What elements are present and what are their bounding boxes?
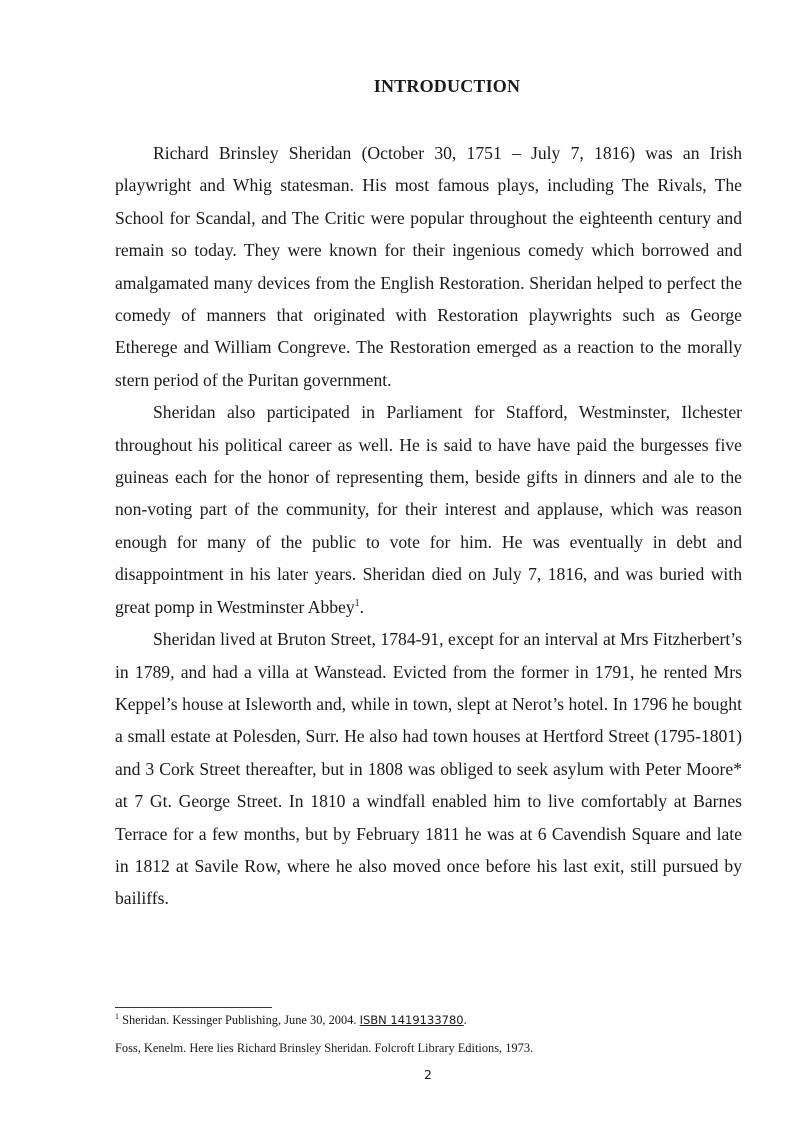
paragraph-3: Sheridan lived at Bruton Street, 1784-91, except for an interval at Mrs Fitzherbert’s in 1789, and had a villa at Wanstead. Evicted from the former in 1791, he rented Mrs Keppel’s house at Isleworth and, while in town, slept at Nerot’s hotel. In 1796 he bought a small estate at Polesden, Surr. He also had town houses at Hertford Street (1795-1801) and 3 Cork Street thereafter, but in 1808 was obliged to seek asylum with Peter Moore* at 7 Gt. George Street. In 1810 a windfall enabled him to live comfortably at Barnes Terrace for a few months, but by February 1811 he was at 6 Cavendish Square and late in 1812 at Savile Row, where he also moved once before his last exit, still pursued by bailiffs. bbox=[115, 629, 742, 909]
isbn-link[interactable]: ISBN 1419133780 bbox=[359, 1013, 464, 1027]
footnote-2: Foss, Kenelm. Here lies Richard Brinsley Sheridan. Folcroft Library Editions, 1973. bbox=[115, 1041, 534, 1055]
footnote-1 bbox=[115, 1012, 742, 1028]
footnote-reference[interactable]: 1 bbox=[354, 597, 360, 609]
footnote-1-text: Sheridan. Kessinger Publishing, June 30, 2004. bbox=[119, 1013, 360, 1027]
paragraph-2-text: Sheridan also participated in Parliament for Stafford, Westminster, Ilchester throughout his political career as well. He is said to have have paid the burgesses five guineas each for the honor of representing them, beside gifts in dinners and ale to the non-voting part of the community, for their interest and applause, which was reason enough for many of the public to vote for him. He was eventually in debt and disappointment in his later years. Sheridan died on July 7, 1816, and was buried with great pomp in Westminster Abbey bbox=[115, 402, 742, 617]
page-number: 2 bbox=[424, 1067, 432, 1082]
body-text bbox=[115, 137, 742, 915]
footnote-1-period: . bbox=[463, 1013, 467, 1027]
page-title: INTRODUCTION bbox=[373, 76, 521, 96]
paragraph-2-period: . bbox=[359, 596, 365, 617]
footnote-separator bbox=[115, 1007, 272, 1008]
paragraph-2 bbox=[115, 396, 742, 623]
paragraph-1: Richard Brinsley Sheridan (October 30, 1751 – July 7, 1816) was an Irish playwright and Whig statesman. His most famous plays, including The Rivals, The School for Scandal, and The Critic were popular throughout the eighteenth century and remain so today. They were known for their ingenious comedy which borrowed and amalgamated many devices from the English Restoration. Sheridan helped to perfect the comedy of manners that originated with Restoration playwrights such as George Etherege and William Congreve. The Restoration emerged as a reaction to the morally stern period of the Puritan government. bbox=[115, 143, 742, 390]
footnote-1-marker: 1 bbox=[115, 1011, 119, 1021]
footnotes bbox=[115, 1012, 742, 1056]
